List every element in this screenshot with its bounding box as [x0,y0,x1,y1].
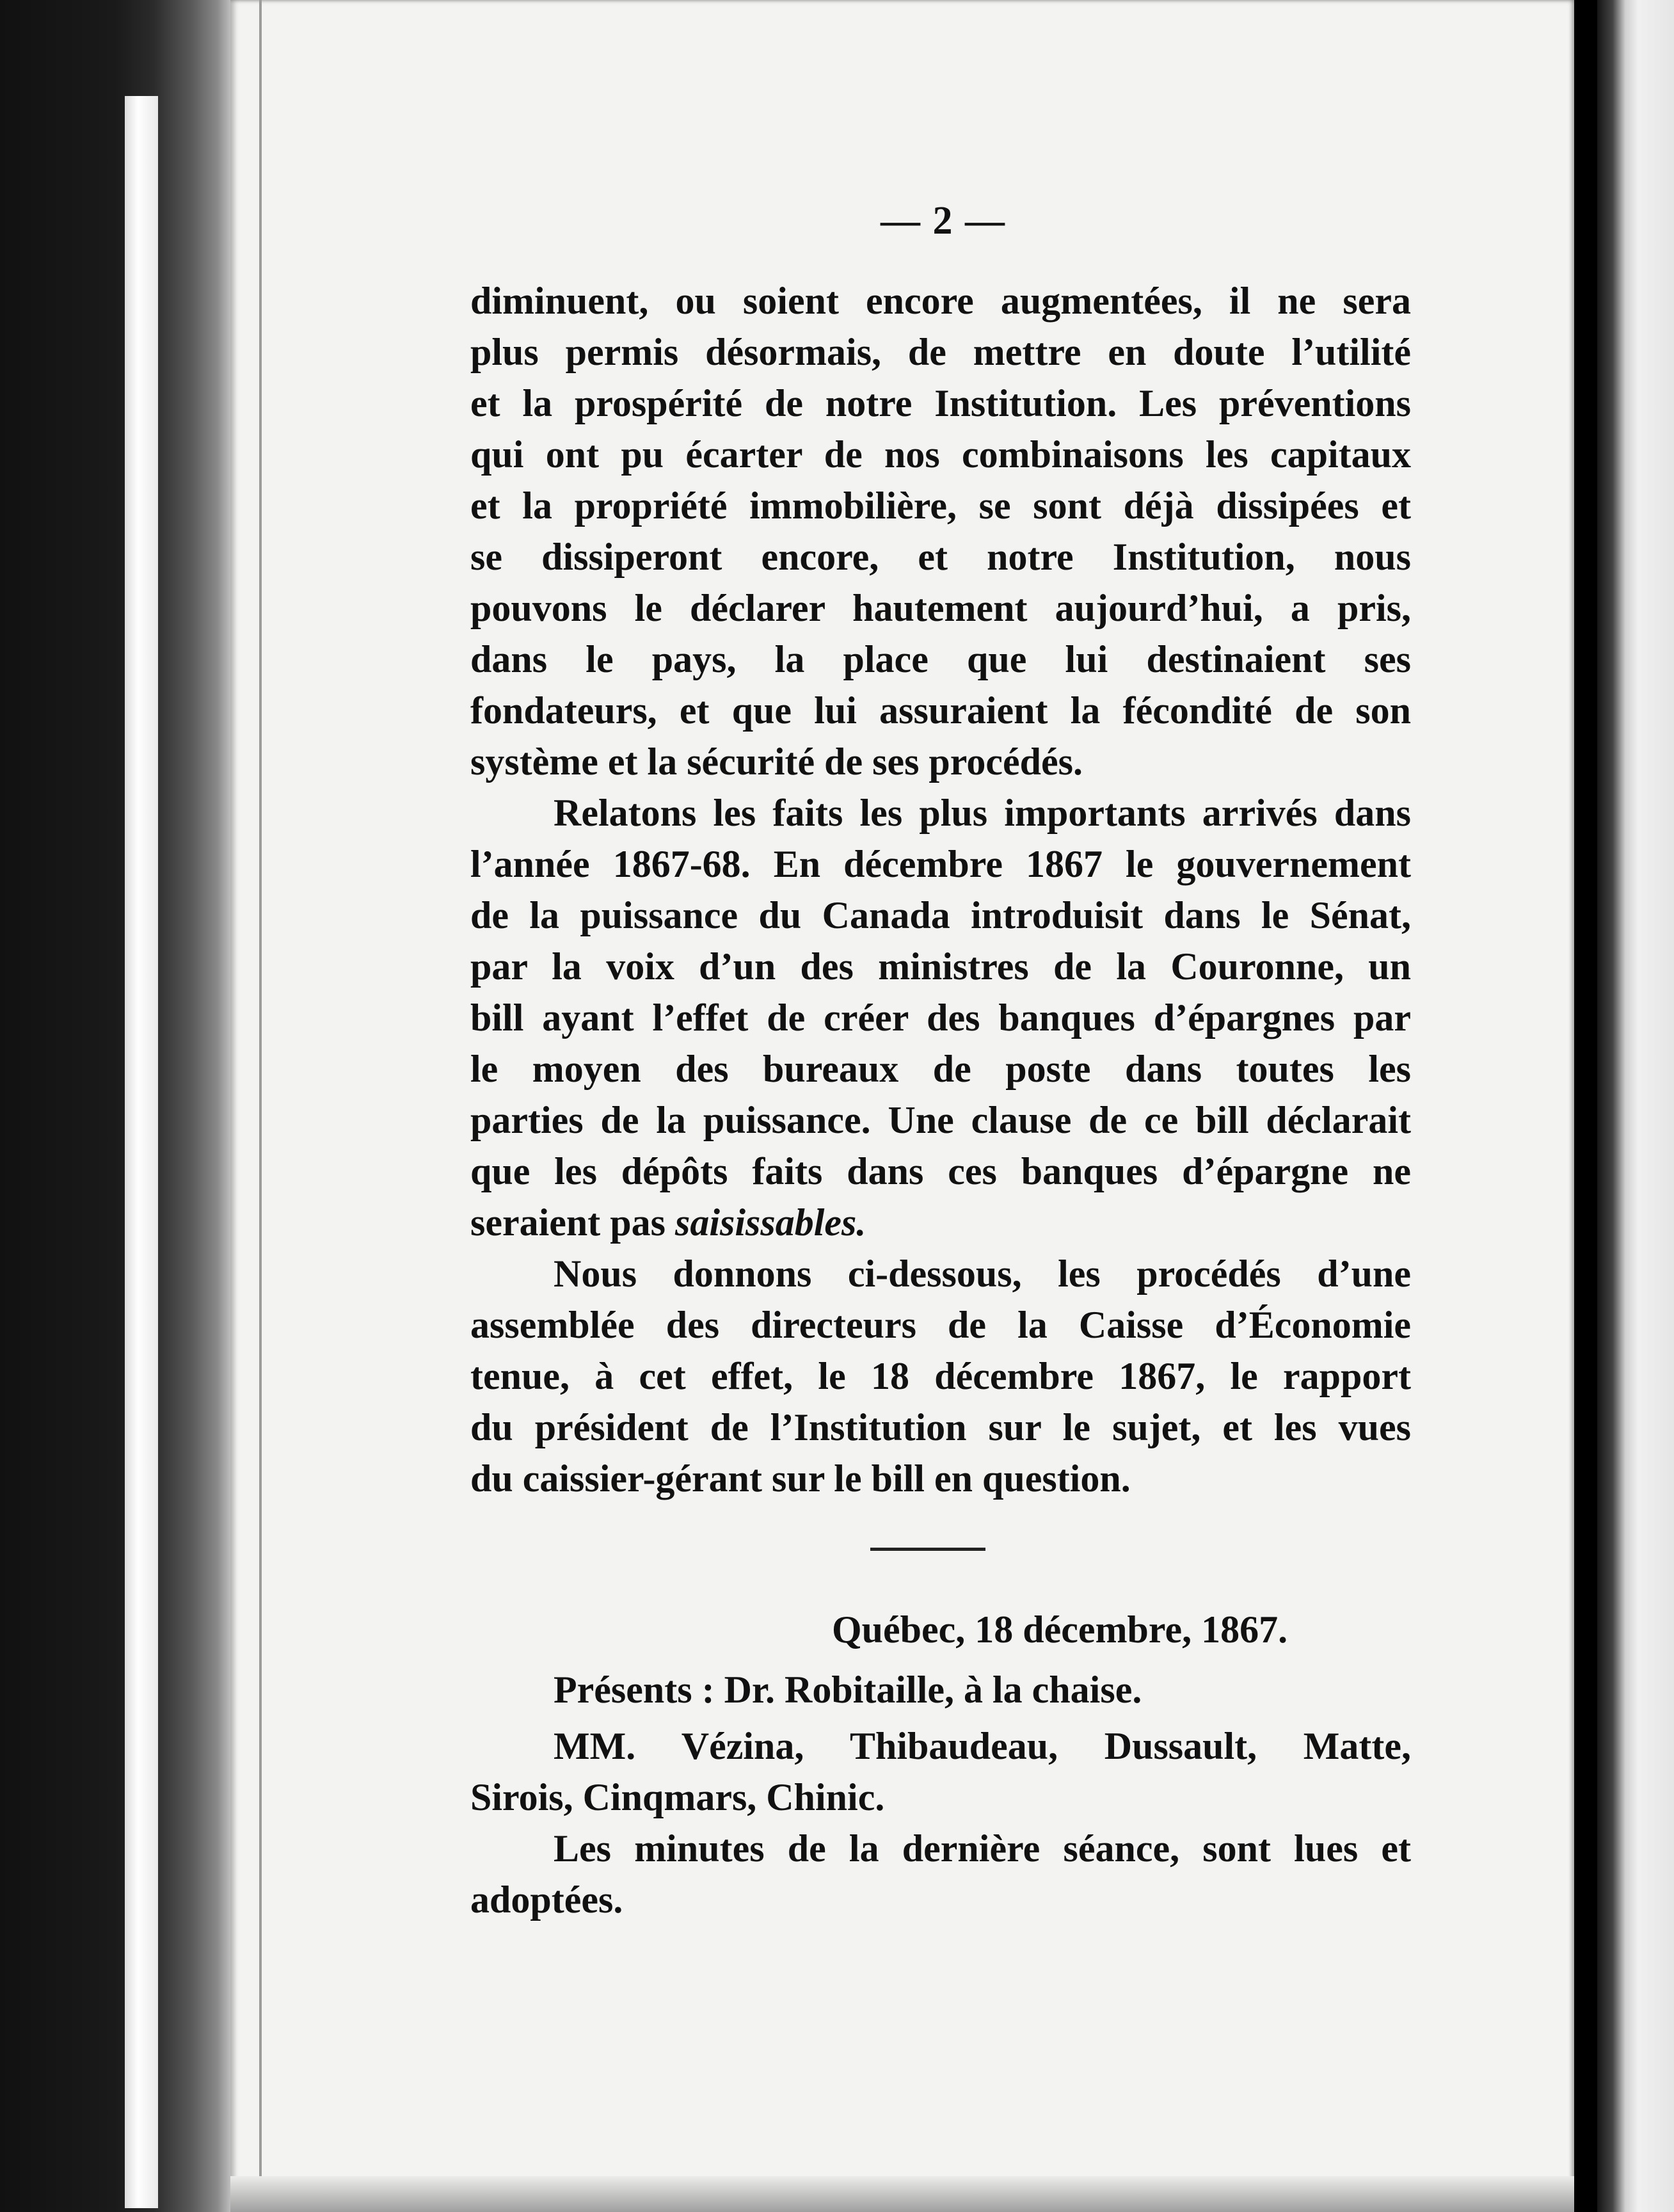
text-line: et la prospérité de notre Institution. Les préventions [470,382,1411,424]
minutes-line: Les minutes de la dernière séance, sont lues et [554,1827,1411,1870]
text-line: du président de l’Institution sur le sujet, et les vues [470,1406,1411,1448]
attendance-line: Présents : Dr. Robitaille, à la chaise. [554,1669,1142,1711]
paragraph-1 [470,275,1411,787]
text-line: système et la sécurité de ses procédés. [470,741,1083,783]
text-line: Nous donnons ci-dessous, les procédés d’une [554,1253,1411,1295]
text-line: tenue, à cet effet, le 18 décembre 1867, le rapport [470,1355,1411,1397]
text-line: de la puissance du Canada introduisit dans le Sénat, [470,894,1411,936]
text-line: diminuent, ou soient encore augmentées, il ne sera [470,280,1411,322]
text-line: par la voix d’un des ministres de la Couronne, un [470,945,1411,988]
text-line: du caissier-gérant sur le bill en question. [470,1457,1131,1500]
page-fold-line [259,0,262,2212]
text-line: et la propriété immobilière, se sont déjà dissipées et [470,485,1411,527]
text-line: que les dépôts faits dans ces banques d’épargne ne [470,1150,1411,1192]
text-line: dans le pays, la place que lui destinaient ses [470,638,1411,680]
body-text [470,275,1411,1504]
text-fragment: seraient pas [470,1201,675,1244]
page-stack-edge [125,96,158,2208]
text-line: Relatons les faits les plus importants arrivés dans [554,792,1411,834]
text-line: pouvons le déclarer hautement aujourd’hui, a pris, [470,587,1411,629]
members-line: MM. Vézina, Thibaudeau, Dussault, Matte, [554,1725,1411,1767]
members-line: Sirois, Cinqmars, Chinic. [470,1776,885,1818]
text-line: fondateurs, et que lui assuraient la fécondité de son [470,689,1411,732]
page-number: — 2 — [881,199,1006,243]
paragraph-2 [470,787,1411,1248]
text-line: qui ont pu écarter de nos combinaisons les capitaux [470,433,1411,476]
text-line: parties de la puissance. Une clause de ce bill déclarait [470,1099,1411,1141]
text-line: se dissiperont encore, et notre Institution, nous [470,536,1411,578]
section-divider [870,1548,985,1551]
text-line [470,1197,1411,1248]
gutter-shadow [1574,0,1597,2212]
text-line: l’année 1867-68. En décembre 1867 le gouvernement [470,843,1411,885]
text-line: assemblée des directeurs de la Caisse d’Économie [470,1304,1411,1346]
minutes-block [470,1664,1411,1925]
italic-word: saisissables. [674,1201,866,1244]
page-bottom-edge [230,2176,1574,2212]
text-line: plus permis désormais, de mettre en doute l’utilité [470,331,1411,373]
text-line: le moyen des bureaux de poste dans toutes les [470,1048,1411,1090]
paragraph-3 [470,1248,1411,1504]
text-line: bill ayant l’effet de créer des banques d’épargnes par [470,997,1411,1039]
dateline: Québec, 18 décembre, 1867. [832,1608,1288,1651]
book-spine-shadow [0,0,230,2212]
minutes-line: adoptées. [470,1879,623,1921]
